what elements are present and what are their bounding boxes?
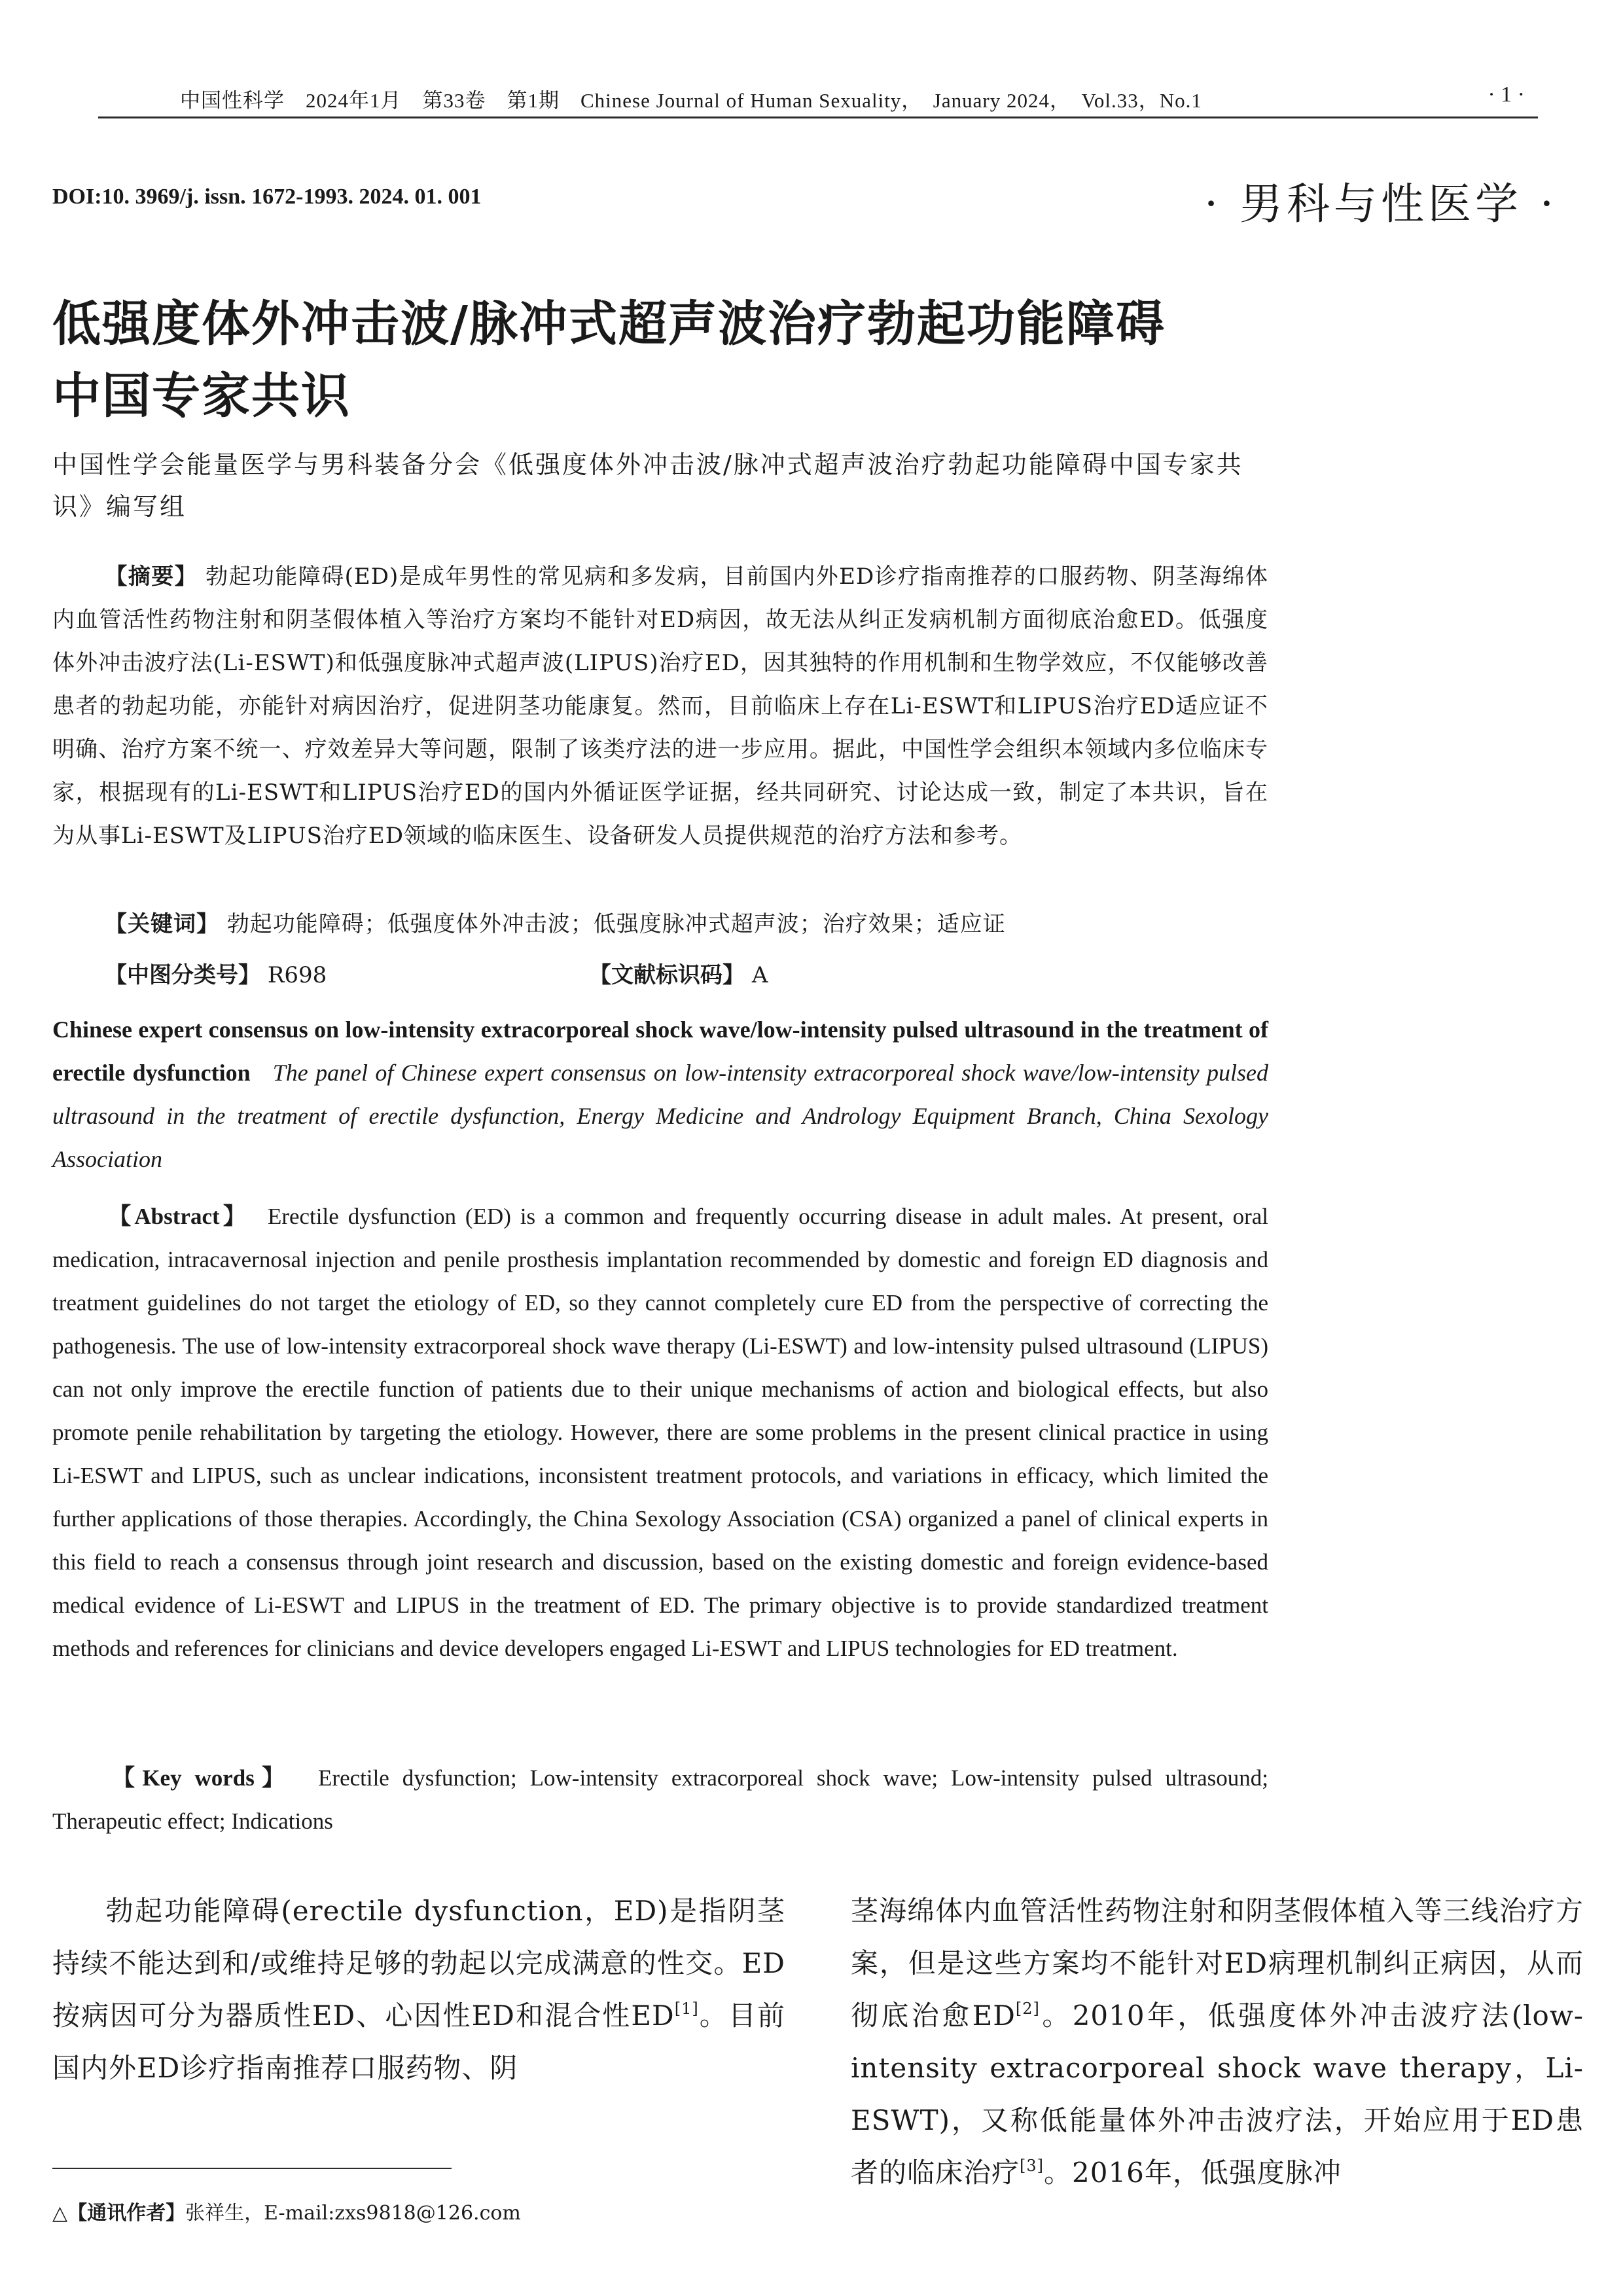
body-left-text-2: 。目前国内外ED诊疗指南推荐口服药物、阴 <box>52 2000 785 2084</box>
english-authors: The panel of Chinese expert consensus on low-intensity extracorporeal shock wave/low-intensity pulsed ultrasound in the treatment of erectile dysfunction, Energy Medicine and Andrology Equipment Branch, China Sexology Association <box>52 1060 1269 1172</box>
footnote-label: △【通讯作者】 <box>52 2202 186 2225</box>
author-group: 中国性学会能量医学与男科装备分会《低强度体外冲击波/脉冲式超声波治疗勃起功能障碍中国专家共识》编写组 <box>52 450 1243 521</box>
english-title: Chinese expert consensus on low-intensity extracorporeal shock wave/low-intensity pulsed ultrasound in the treatment of erectile dysfunction <box>52 1016 1268 1086</box>
section-label: · 男科与性医学 · <box>1204 179 1558 229</box>
classification-row <box>105 956 1270 995</box>
clc-label: 【中图分类号】 <box>105 962 260 988</box>
abstract-cn <box>52 555 1268 857</box>
body-column-right <box>851 1885 1584 2199</box>
body-left-text-1: 勃起功能障碍(erectile dysfunction，ED)是指阴茎持续不能达到和/或维持足够的勃起以完成满意的性交。ED按病因可分为器质性ED、心因性ED和混合性ED <box>52 1895 785 2032</box>
doi[interactable]: DOI:10. 3969/j. issn. 1672-1993. 2024. 01. 001 <box>52 185 482 209</box>
clc-number <box>105 956 327 995</box>
citation-1[interactable]: [1] <box>674 2000 699 2018</box>
header-divider <box>98 117 1538 118</box>
body-right-text-3: 。2016年，低强度脉冲 <box>1044 2157 1342 2189</box>
abstract-cn-label: 【摘要】 <box>105 564 198 590</box>
abstract-en <box>52 1195 1268 1670</box>
abstract-en-label: 【Abstract】 <box>105 1204 250 1229</box>
abstract-cn-text: 勃起功能障碍(ED)是成年男性的常见病和多发病，目前国内外ED诊疗指南推荐的口服药物、阴茎海绵体内血管活性药物注射和阴茎假体植入等治疗方案均不能针对ED病因，故无法从纠正发病机制方面彻底治愈ED。低强度体外冲击波疗法(Li-ESWT)和低强度脉冲式超声波(LIPUS)治疗ED，因其独特的作用机制和生物学效应，不仅能够改善患者的勃起功能，亦能针对病因治疗，促进阴茎功能康复。然而，目前临床上存在Li-ESWT和LIPUS治疗ED适应证不明确、治疗方案不统一、疗效差异大等问题，限制了该类疗法的进一步应用。据此，中国性学会组织本领域内多位临床专家，根据现有的Li-ESWT和LIPUS治疗ED的国内外循证医学证据，经共同研究、讨论达成一致，制定了本共识，旨在为从事Li-ESWT及LIPUS治疗ED领域的临床医生、设备研发人员提供规范的治疗方法和参考。 <box>52 564 1269 849</box>
citation-3[interactable]: [3] <box>1020 2157 1044 2176</box>
keywords-en <box>52 1757 1268 1843</box>
keywords-cn-label: 【关键词】 <box>105 911 219 937</box>
body-column-left <box>52 1885 785 2094</box>
title-line-1: 低强度体外冲击波/脉冲式超声波治疗勃起功能障碍 <box>52 296 1166 352</box>
body-right-text-1: 茎海绵体内血管活性药物注射和阴茎假体植入等三线治疗方案，但是这些方案均不能针对ED病理机制纠正病因，从而彻底治愈ED <box>851 1895 1584 2032</box>
document-code <box>589 956 768 995</box>
footnote-divider <box>52 2168 452 2169</box>
keywords-en-label: 【Key words】 <box>105 1765 293 1791</box>
keywords-en-text: Erectile dysfunction; Low-intensity extracorporeal shock wave; Low-intensity pulsed ultrasound; Therapeutic effect; Indications <box>52 1765 1268 1834</box>
abstract-en-text: Erectile dysfunction (ED) is a common and frequently occurring disease in adult males. At present, oral medication, intracavernosal injection and penile prosthesis implantation recommended by domestic and foreign ED diagnosis and treatment guidelines do not target the etiology of ED, so they cannot completely cure ED from the perspective of correcting the pathogenesis. The use of low-intensity extracorporeal shock wave therapy (Li-ESWT) and low-intensity pulsed ultrasound (LIPUS) can not only improve the erectile function of patients due to their unique mechanisms of action and biological effects, but also promote penile rehabilitation by targeting the etiology. However, there are some problems in the present clinical practice in using Li-ESWT and LIPUS, such as unclear indications, inconsistent treatment protocols, and variations in efficacy, which limited the further applications of those therapies. Accordingly, the China Sexology Association (CSA) organized a panel of clinical experts in this field to reach a consensus through joint research and discussion, based on the existing domestic and foreign evidence-based medical evidence of Li-ESWT and LIPUS in the treatment of ED. The primary objective is to provide standardized treatment methods and references for clinicians and device developers engaged Li-ESWT and LIPUS technologies for ED treatment. <box>52 1204 1269 1661</box>
keywords-cn-text: 勃起功能障碍；低强度体外冲击波；低强度脉冲式超声波；治疗效果；适应证 <box>226 911 1006 937</box>
clc-value: R698 <box>267 962 327 988</box>
running-head-text: 中国性科学 2024年1月 第33卷 第1期 Chinese Journal of Human Sexuality， January 2024， Vol.33，No.1 <box>180 89 1202 112</box>
keywords-cn <box>105 905 1270 944</box>
running-header <box>98 77 1538 117</box>
article-title <box>52 288 1296 432</box>
doc-code-value: A <box>751 962 768 988</box>
page-number: · 1 · <box>1488 82 1525 107</box>
title-line-2: 中国专家共识 <box>52 368 351 424</box>
body-right-text-2: 。2010年，低强度体外冲击波疗法(low-intensity extracorporeal shock wave therapy，Li-ESWT)，又称低能量体外冲击波疗法，开始应用于ED患者的临床治疗 <box>851 2000 1584 2189</box>
footnote <box>52 2197 521 2225</box>
citation-2[interactable]: [2] <box>1015 2000 1040 2018</box>
doc-code-label: 【文献标识码】 <box>589 962 745 988</box>
english-title-block <box>52 1008 1268 1181</box>
footnote-text[interactable]: 张祥生，E-mail:zxs9818@126.com <box>185 2202 521 2225</box>
